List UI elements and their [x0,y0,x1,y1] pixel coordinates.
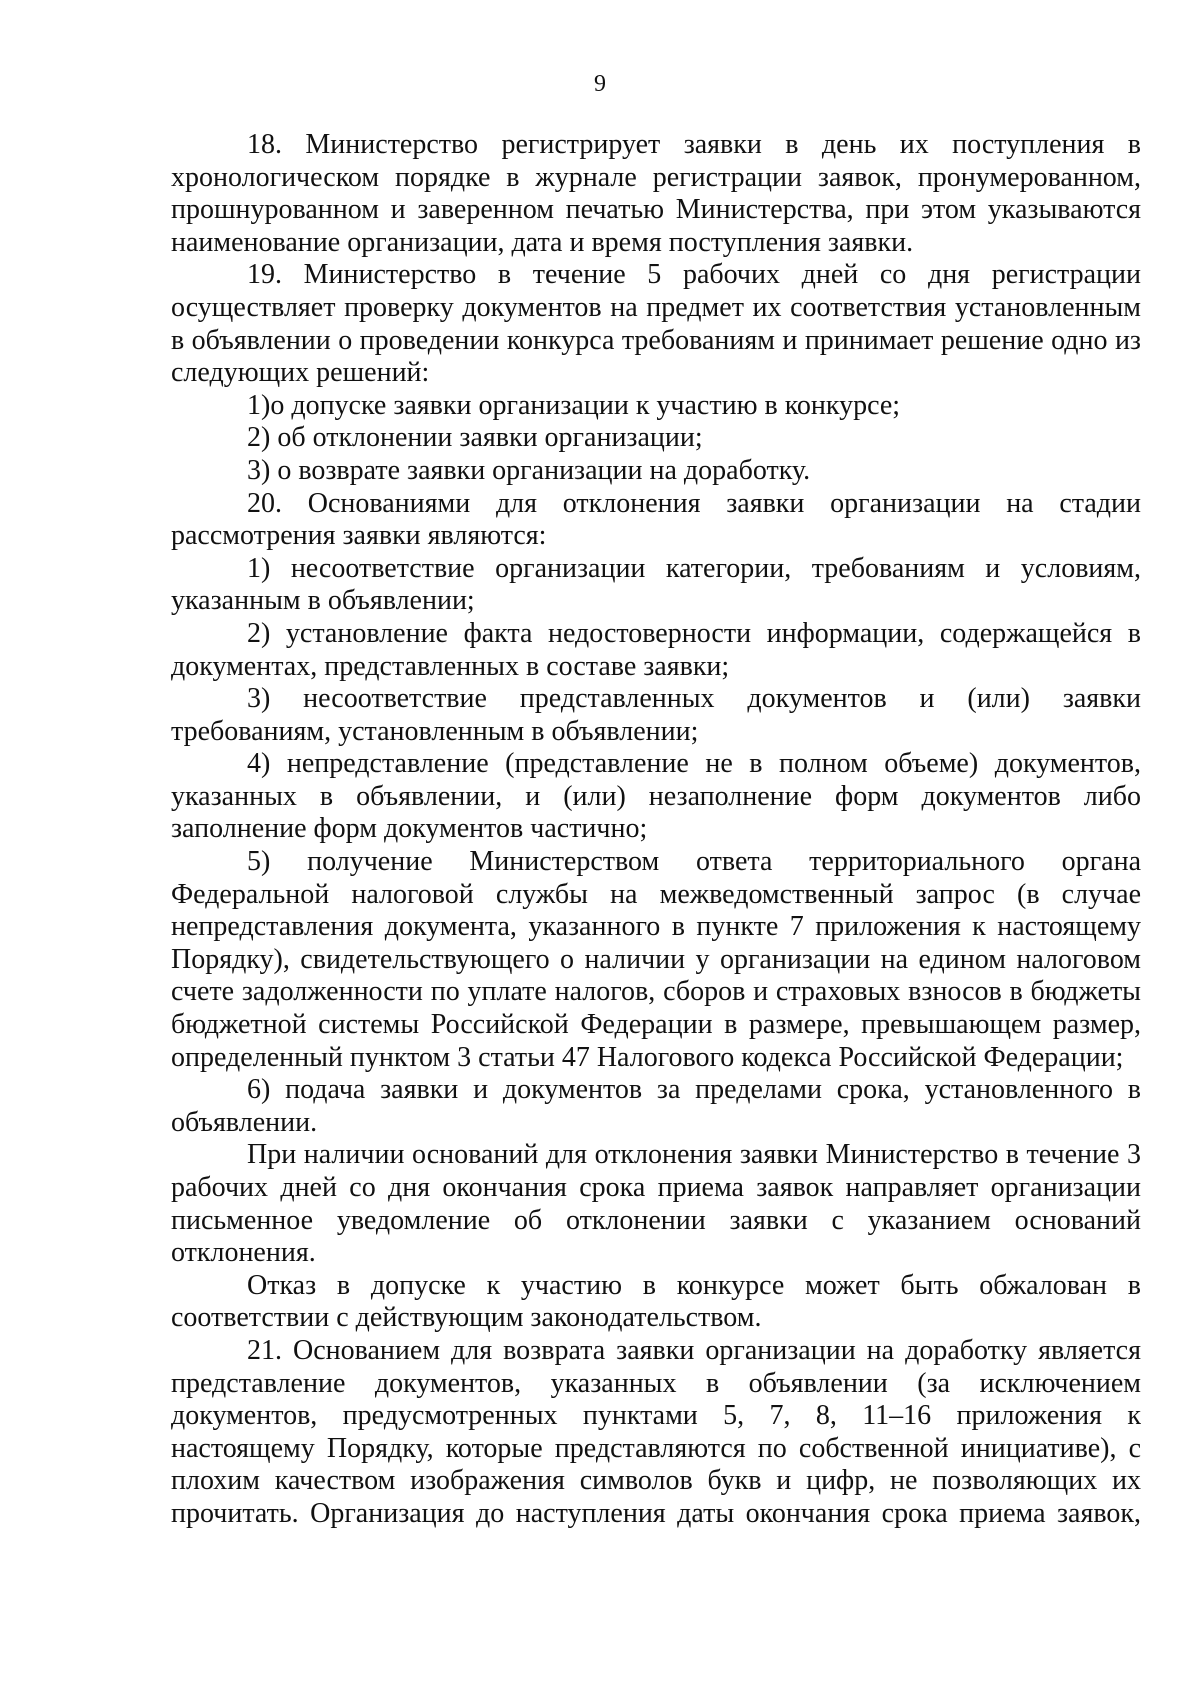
list-item-decision-rejection: 2) об отклонении заявки организации; [247,422,703,454]
list-item-ground-5: 5) получение Министерством ответа территориального органа Федеральной налоговой службы на межведомственный запрос (в случае непредставления документа, указанного в пункте 7 приложения к настоящему Порядку), свидетельствующего о наличии у организации на едином налоговом счете задолженности по уплате налогов, сборов и страховых взносов в бюджеты бюджетной системы Российской Федерации в размере, превышающем размер, определенный пунктом 3 статьи 47 Налогового кодекса Российской Федерации; [171,846,1141,1073]
paragraph-18-registration: 18. Министерство регистрирует заявки в день их поступления в хронологическом порядке в журнале регистрации заявок, пронумерованном, прошнурованном и заверенном печатью Министерства, при этом указываются наименование организации, дата и время поступления заявки. [171,129,1141,258]
list-item-ground-4: 4) непредставление (представление не в полном объеме) документов, указанных в объявлении, и (или) незаполнение форм документов либо заполнение форм документов частично; [171,748,1141,845]
paragraph-19-document-check: 19. Министерство в течение 5 рабочих дней со дня регистрации осуществляет проверку документов на предмет их соответствия установленным в объявлении о проведении конкурса требованиям и принимает решение одно из следующих решений: [171,259,1141,389]
list-item-decision-return: 3) о возврате заявки организации на доработку. [247,454,811,486]
list-item-ground-6: 6) подача заявки и документов за пределами срока, установленного в объявлении. [171,1074,1141,1138]
document-body [171,129,1141,1531]
list-item-ground-2: 2) установление факта недостоверности информации, содержащейся в документах, представленных в составе заявки; [171,617,1141,682]
paragraph-20-rejection-grounds: 20. Основаниями для отклонения заявки организации на стадии рассмотрения заявки являются: [171,487,1141,552]
paragraph-21-return-grounds: 21. Основанием для возврата заявки организации на доработку является представление документов, указанных в объявлении (за исключением документов, предусмотренных пунктами 5, 7, 8, 11–16 приложения к настоящему Порядку, которые представляются по собственной инициативе), с плохим качеством изображения символов букв и цифр, не позволяющих их прочитать. Организация до наступления даты окончания срока приема заявок, [171,1334,1141,1529]
list-item-ground-1: 1) несоответствие организации категории, требованиям и условиям, указанным в объявлении; [171,552,1141,617]
paragraph-rejection-notice: При наличии оснований для отклонения заявки Министерство в течение 3 рабочих дней со дня окончания срока приема заявок направляет организации письменное уведомление об отклонении заявки с указанием оснований отклонения. [171,1139,1141,1269]
list-item-ground-3: 3) несоответствие представленных документов и (или) заявки требованиям, установленным в объявлении; [171,683,1141,747]
list-item-decision-admission: 1)о допуске заявки организации к участию в конкурсе; [247,389,901,421]
paragraph-appeal: Отказ в допуске к участию в конкурсе может быть обжалован в соответствии с действующим законодательством. [171,1269,1141,1334]
page-number: 9 [594,71,606,97]
